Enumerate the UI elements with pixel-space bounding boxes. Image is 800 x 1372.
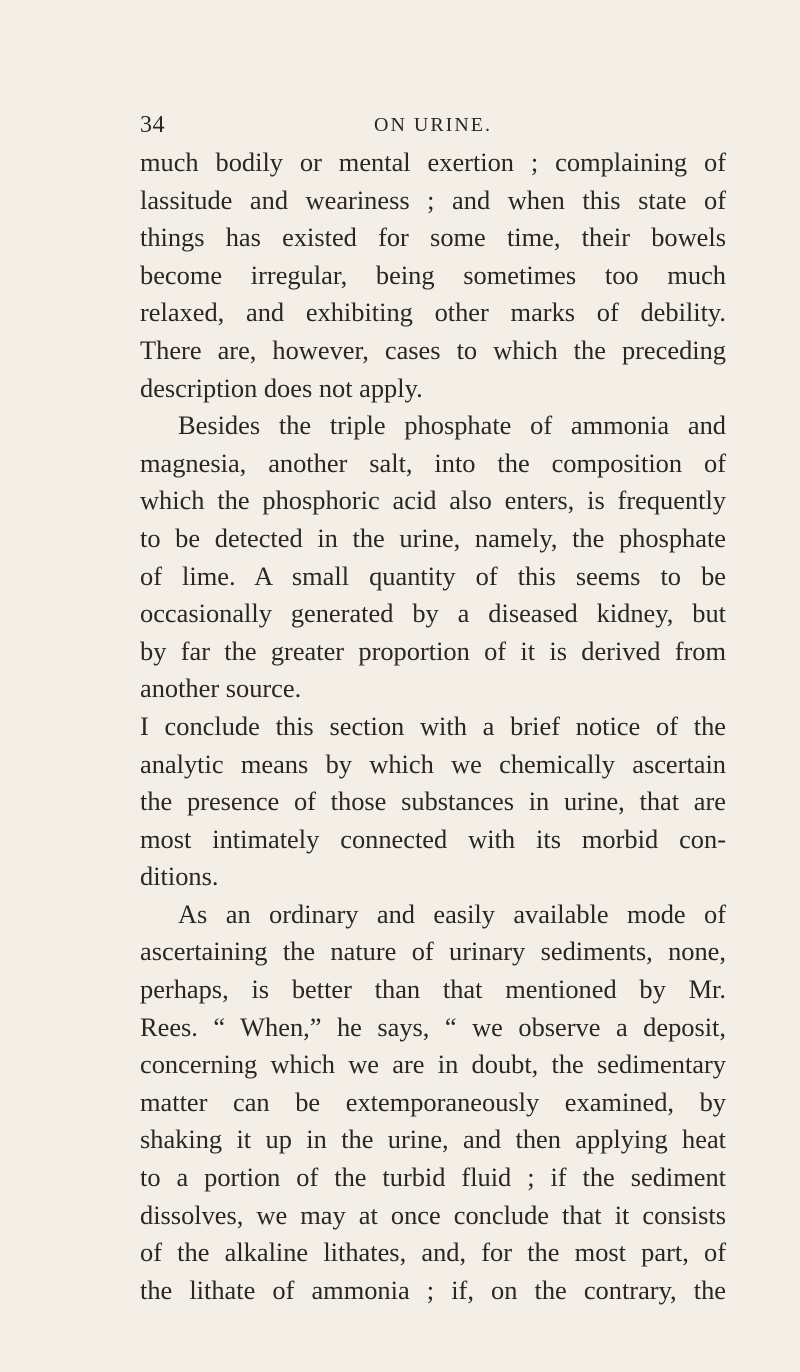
text-line: much bodily or mental exertion ; complaining of [140,147,726,177]
text-line: another source. [140,673,302,704]
text-line: by far the greater proportion of it is derived from [140,635,726,666]
text-line: to a portion of the turbid fluid ; if the sediment [140,1162,726,1193]
text-line: matter can be extemporaneously examined, by [140,1086,726,1117]
text-line: of lime. A small quantity of this seems to be [140,560,726,591]
text-line: As an ordinary and easily available mode of [178,898,726,929]
text-line: lassitude and weariness ; and when this state of [140,184,726,215]
text-line: occasionally generated by a diseased kidney, but [140,598,726,629]
text-line: become irregular, being sometimes too much [140,259,726,290]
text-line: of the alkaline lithates, and, for the most part, of [140,1237,726,1268]
text-line: dissolves, we may at once conclude that it consists [140,1199,726,1230]
page-number: 34 [140,112,165,138]
text-line: ditions. [140,861,219,892]
text-line: I conclude this section with a brief notice of the [140,710,726,741]
body-text [140,144,726,1309]
text-line: analytic means by which we chemically ascertain [140,748,726,779]
text-line: the presence of those substances in urine, that are [140,786,726,817]
text-line: which the phosphoric acid also enters, is frequently [140,485,726,516]
text-line: Besides the triple phosphate of ammonia and [178,410,726,441]
text-line: description does not apply. [140,372,423,403]
running-head [140,112,726,142]
text-line: relaxed, and exhibiting other marks of debility. [140,297,726,328]
text-line: concerning which we are in doubt, the sedimentary [140,1049,726,1080]
text-line: things has existed for some time, their bowels [140,222,726,253]
text-line: perhaps, is better than that mentioned by Mr. [140,974,726,1005]
running-title: ON URINE. [374,114,492,136]
text-line: shaking it up in the urine, and then applying heat [140,1124,726,1155]
text-line: ascertaining the nature of urinary sediments, none, [140,936,726,967]
text-line: magnesia, another salt, into the composition of [140,447,726,478]
text-line: to be detected in the urine, namely, the phosphate [140,522,726,553]
text-line: the lithate of ammonia ; if, on the contrary, the [140,1274,726,1305]
text-line: There are, however, cases to which the preceding [140,334,726,365]
text-line: most intimately connected with its morbid con- [140,823,726,854]
text-line: Rees. “ When,” he says, “ we observe a deposit, [140,1011,726,1042]
